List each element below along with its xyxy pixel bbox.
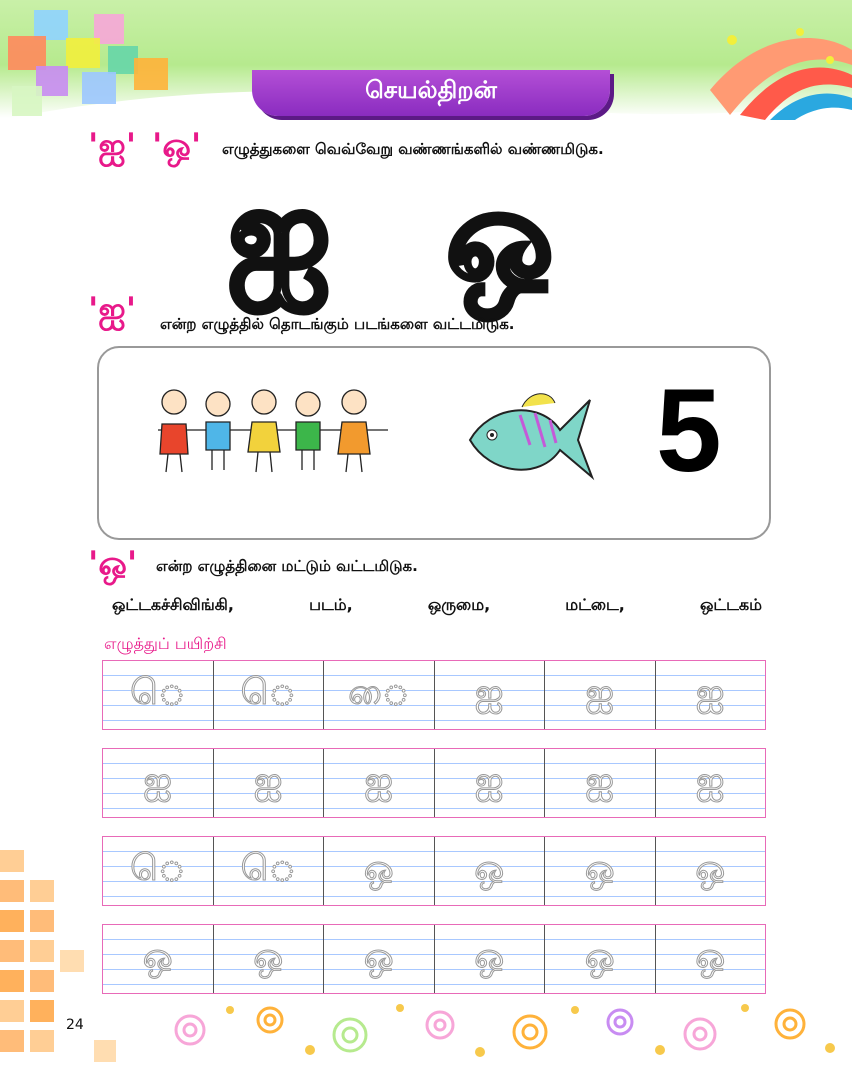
outline-letter-ai[interactable]: ஐ — [228, 157, 331, 307]
trace-cell[interactable]: ஒ — [545, 837, 656, 905]
trace-cell[interactable]: ஒ — [435, 837, 546, 905]
trace-cell[interactable]: ஒ — [214, 925, 325, 993]
practice-row-1 — [102, 660, 766, 730]
word-item[interactable]: மட்டை, — [565, 595, 625, 614]
task3-letter-o: 'ஒ' — [88, 544, 138, 584]
task1-letter-o: 'ஒ' — [152, 126, 202, 166]
word-item[interactable]: ஒட்டகம் — [700, 595, 762, 614]
task1-instruction: எழுத்துகளை வெவ்வேறு வண்ணங்களில் வண்ணமிடுக. — [222, 140, 604, 158]
word-item[interactable]: ஒருமை, — [427, 595, 491, 614]
practice-row-4 — [102, 924, 766, 994]
number-five-picture[interactable]: 5 — [656, 365, 722, 497]
word-item[interactable]: ஒட்டகச்சிவிங்கி, — [112, 595, 234, 614]
footer-decoration — [0, 990, 852, 1068]
trace-cell[interactable]: ஒ — [545, 925, 656, 993]
trace-cell[interactable]: ெ — [103, 837, 214, 905]
trace-cell[interactable]: ஒ — [324, 925, 435, 993]
practice-row-3 — [102, 836, 766, 906]
page-number: 24 — [66, 1017, 84, 1033]
corner-swoosh — [700, 20, 852, 120]
trace-cell[interactable]: ஐ — [103, 749, 214, 817]
children-picture[interactable] — [148, 380, 398, 480]
trace-cell[interactable]: ஐ — [435, 661, 546, 729]
trace-cell[interactable]: ெ — [214, 837, 325, 905]
trace-cell[interactable]: ஒ — [435, 925, 546, 993]
trace-cell[interactable]: ெ — [214, 661, 325, 729]
task3-instruction: என்ற எழுத்தினை மட்டும் வட்டமிடுக. — [156, 557, 418, 575]
task1-letter-ai: 'ஐ' — [88, 126, 137, 166]
trace-cell[interactable]: ஒ — [103, 925, 214, 993]
trace-cell[interactable]: ெ — [103, 661, 214, 729]
trace-cell[interactable]: ஐ — [545, 749, 656, 817]
trace-cell[interactable]: ஐ — [695, 672, 725, 713]
fish-picture[interactable] — [460, 385, 595, 485]
trace-cell[interactable]: ஐ — [695, 760, 725, 801]
word-item[interactable]: படம், — [309, 595, 353, 614]
trace-cell[interactable]: ஐ — [214, 749, 325, 817]
page-title: செயல்திறன் — [365, 76, 497, 104]
practice-title: எழுத்துப் பயிற்சி — [104, 634, 227, 653]
trace-cell[interactable]: ஐ — [545, 661, 656, 729]
trace-cell[interactable]: ஐ — [324, 749, 435, 817]
task2-letter-ai: 'ஐ' — [88, 290, 137, 330]
task2-instruction: என்ற எழுத்தில் தொடங்கும் படங்களை வட்டமிடுக. — [160, 315, 515, 333]
trace-cell[interactable]: ஐ — [435, 749, 546, 817]
word-row — [112, 595, 762, 616]
trace-cell[interactable]: ஒ — [324, 837, 435, 905]
trace-cell[interactable]: ை — [324, 661, 435, 729]
trace-cell[interactable]: ஒ — [695, 936, 726, 977]
outline-letter-o[interactable]: ஒ — [446, 161, 554, 311]
trace-cell[interactable]: ஒ — [695, 848, 726, 889]
practice-row-2 — [102, 748, 766, 818]
